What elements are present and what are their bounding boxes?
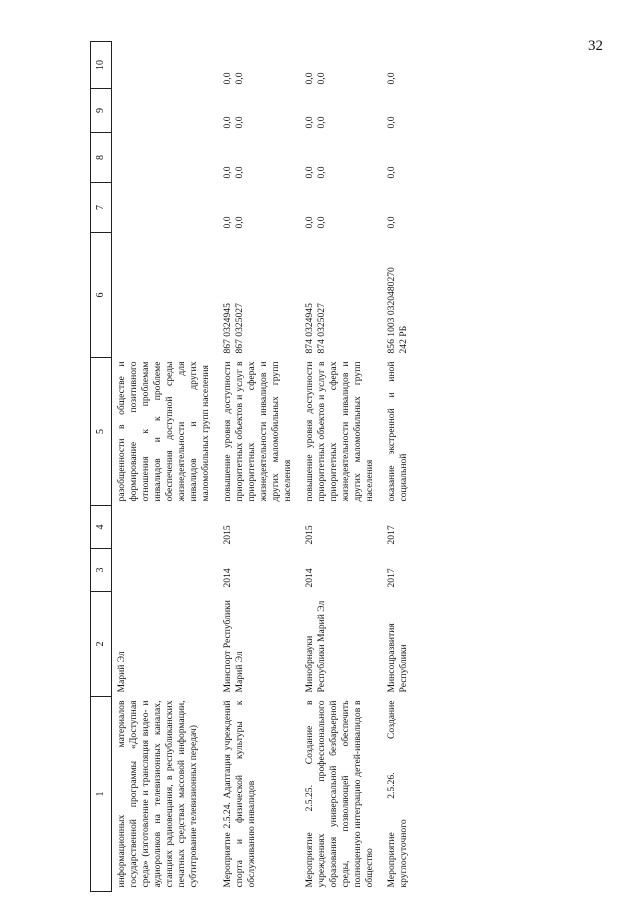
table-row bbox=[382, 42, 416, 892]
header-cell: 4 bbox=[91, 506, 112, 549]
value-cell bbox=[382, 183, 416, 233]
value-text: 0,0 0,0 bbox=[222, 216, 245, 229]
result-cell: оказание экстренной и иной социальной bbox=[386, 361, 409, 502]
result-cell: разобщенности в обществе и формирование позитивного отношения к проблемам инвалидов и к проблеме обеспечения доступной среды жизнедеятельности для инвалидов и других маломобильных групп населения bbox=[116, 361, 211, 502]
value-text: 0,0 0,0 bbox=[304, 166, 327, 179]
value-text: 0,0 0,0 bbox=[222, 72, 245, 85]
code-cell bbox=[218, 233, 300, 358]
table-row bbox=[218, 42, 300, 892]
value-cell bbox=[300, 89, 382, 133]
executor-cell: Минсоцразвития Республики bbox=[386, 623, 409, 693]
executor-cell: Марий Эл bbox=[116, 651, 127, 693]
result-cell: повышение уровня доступности приоритетных объектов и услуг в приоритетных сферах жизнедеятельности инвалидов и других маломобильных групп населения bbox=[222, 361, 293, 502]
value-cell bbox=[218, 42, 300, 89]
header-cell: 3 bbox=[91, 549, 112, 592]
end-year-cell bbox=[112, 506, 219, 549]
value-text: 0,0 bbox=[386, 116, 397, 129]
code-cell bbox=[300, 233, 382, 358]
value-text: 0,0 0,0 bbox=[304, 116, 327, 129]
start-year-cell: 2014 bbox=[222, 568, 233, 588]
value-cell bbox=[382, 42, 416, 89]
value-text: 0,0 0,0 bbox=[222, 166, 245, 179]
value-cell bbox=[300, 183, 382, 233]
end-year-cell: 2015 bbox=[304, 525, 315, 545]
value-text: 0,0 0,0 bbox=[222, 116, 245, 129]
value-cell bbox=[382, 133, 416, 183]
value-cell bbox=[112, 133, 219, 183]
code-cell bbox=[112, 233, 219, 358]
rotated-table-page bbox=[90, 42, 630, 892]
value-text: 0,0 0,0 bbox=[304, 216, 327, 229]
measure-cell: Мероприятие 2.5.25. Создание в учреждениях профессионального образования универсальной безбарьерной среды, позволяющей обеспечить полноценную интеграцию детей-инвалидов в общество bbox=[304, 700, 375, 888]
measure-cell: информационных материалов государственной программы «Доступная среда» (изготовление и трансляция видео- и аудиороликов на телевизионных каналах, станциях радиовещания, в республиканских печатных средствах массовой информации, субтитрование телевизионных передач) bbox=[116, 700, 199, 888]
code-value: 867 0324945 867 0325027 bbox=[222, 303, 245, 354]
header-cell: 7 bbox=[91, 183, 112, 233]
header-cell: 5 bbox=[91, 358, 112, 506]
value-cell bbox=[382, 89, 416, 133]
table-header-row bbox=[91, 42, 112, 892]
measure-cell: Мероприятие 2.5.26. Создание круглосуточного bbox=[386, 700, 409, 888]
value-cell bbox=[300, 133, 382, 183]
start-year-cell bbox=[112, 549, 219, 592]
code-value: 856 1003 0320480270 242 РБ bbox=[386, 267, 409, 354]
start-year-cell: 2017 bbox=[386, 568, 397, 588]
executor-cell: Минспорт Республики Марий Эл bbox=[222, 600, 245, 693]
value-cell bbox=[218, 183, 300, 233]
end-year-cell: 2017 bbox=[386, 525, 397, 545]
value-text: 0,0 bbox=[386, 216, 397, 229]
value-cell bbox=[112, 183, 219, 233]
header-cell: 10 bbox=[91, 42, 112, 89]
code-value: 874 0324945 874 0325027 bbox=[304, 303, 327, 354]
header-cell: 6 bbox=[91, 233, 112, 358]
program-table bbox=[90, 41, 416, 892]
table-row bbox=[300, 42, 382, 892]
start-year-cell: 2014 bbox=[304, 568, 315, 588]
end-year-cell: 2015 bbox=[222, 525, 233, 545]
header-cell: 9 bbox=[91, 89, 112, 133]
value-cell bbox=[112, 42, 219, 89]
header-cell: 8 bbox=[91, 133, 112, 183]
executor-cell: Минобрнауки Республики Марий Эл bbox=[304, 600, 327, 693]
value-text: 0,0 bbox=[386, 166, 397, 179]
result-cell: повышение уровня доступности приоритетных объектов и услуг в приоритетных сферах жизнедеятельности инвалидов и других маломобильных групп населения bbox=[304, 361, 375, 502]
measure-cell: Мероприятие 2.5.24. Адаптация учреждений спорта и физической культуры к обслуживанию инвалидов bbox=[222, 700, 257, 888]
value-text: 0,0 0,0 bbox=[304, 72, 327, 85]
value-cell bbox=[218, 89, 300, 133]
value-text: 0,0 bbox=[386, 72, 397, 85]
page-number: 32 bbox=[588, 38, 603, 54]
value-cell bbox=[218, 133, 300, 183]
code-cell bbox=[382, 233, 416, 358]
table-row bbox=[112, 42, 219, 892]
value-cell bbox=[112, 89, 219, 133]
header-cell: 1 bbox=[91, 697, 112, 892]
header-cell: 2 bbox=[91, 592, 112, 697]
value-cell bbox=[300, 42, 382, 89]
